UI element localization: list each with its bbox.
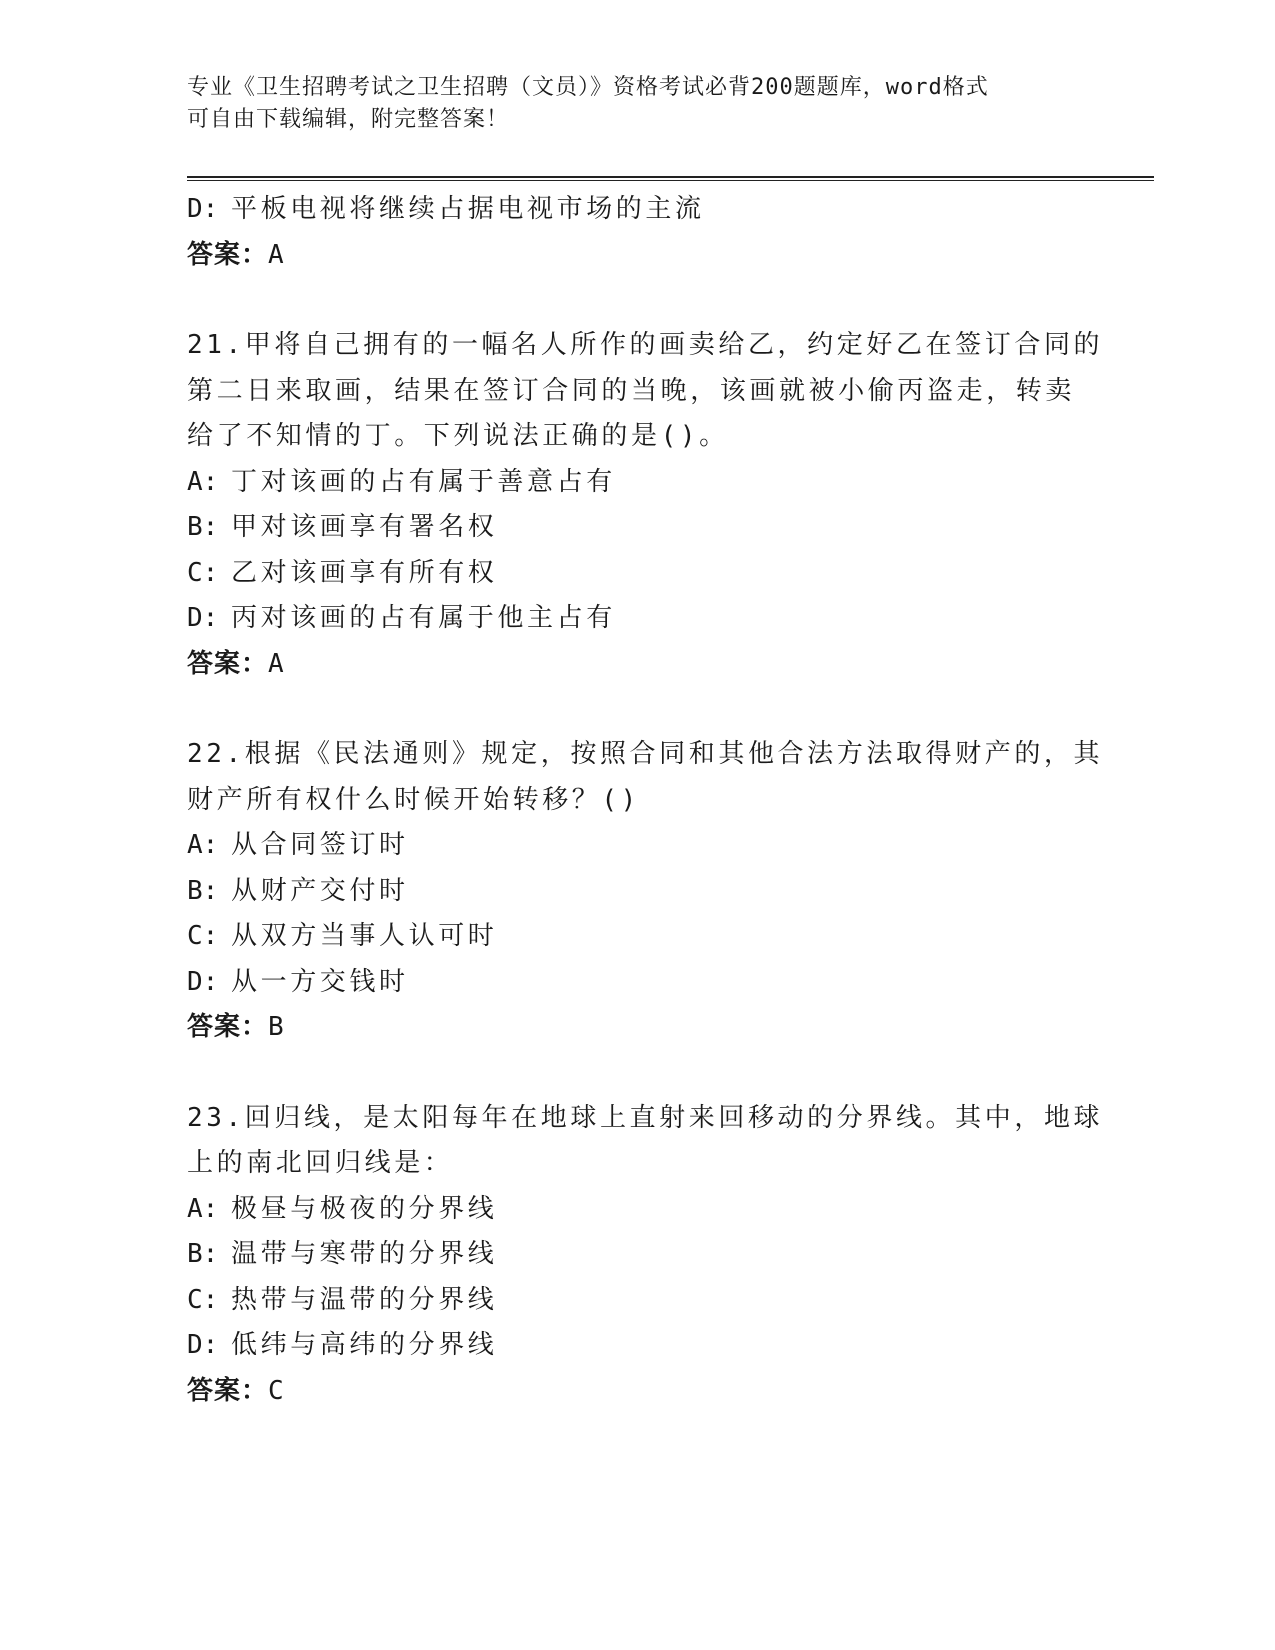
question-stem xyxy=(187,1096,1104,1187)
option-letter: B: xyxy=(187,1239,219,1269)
stem-line: 上的南北回归线是： xyxy=(187,1148,454,1178)
option-letter: B: xyxy=(187,875,219,906)
option-letter: D: xyxy=(187,1330,219,1360)
stem-line: 23.回归线，是太阳每年在地球上直射来回移动的分界线。其中，地球 xyxy=(187,1102,1104,1133)
option-a xyxy=(187,1187,1087,1233)
option-text: 从合同签订时 xyxy=(231,830,409,860)
option-c xyxy=(187,551,1087,597)
option-text: 乙对该画享有所有权 xyxy=(231,557,498,588)
option-c xyxy=(187,914,1087,960)
option-text: 丙对该画的占有属于他主占有 xyxy=(231,603,616,633)
header-line-1: 专业《卫生招聘考试之卫生招聘（文员）》资格考试必背200题题库，word格式 xyxy=(187,75,989,100)
stem-line: 财产所有权什么时候开始转移？() xyxy=(187,784,640,815)
stem-line: 21.甲将自己拥有的一幅名人所作的画卖给乙，约定好乙在签订合同的 xyxy=(187,330,1104,360)
option-text: 低纬与高纬的分界线 xyxy=(231,1330,498,1360)
option-text: 从一方交钱时 xyxy=(231,966,409,997)
option-c xyxy=(187,1278,1087,1324)
answer-label: 答案： xyxy=(187,1012,269,1042)
option-text: 极昼与极夜的分界线 xyxy=(231,1193,498,1224)
option-d xyxy=(187,1323,1087,1369)
answer-value: A xyxy=(268,648,285,679)
answer-label: 答案： xyxy=(187,1375,269,1406)
option-text: 甲对该画享有署名权 xyxy=(231,512,498,542)
stem-line: 给了不知情的丁。下列说法正确的是()。 xyxy=(187,421,729,451)
option-text: 丁对该画的占有属于善意占有 xyxy=(231,466,616,497)
option-text: 热带与温带的分界线 xyxy=(231,1284,498,1315)
answer-value: B xyxy=(268,1012,285,1042)
option-d xyxy=(187,187,1087,233)
option-d xyxy=(187,596,1087,642)
option-b xyxy=(187,869,1087,915)
option-letter: B: xyxy=(187,512,219,542)
option-letter: A: xyxy=(187,830,219,860)
question-23 xyxy=(187,1096,1104,1415)
answer-value: A xyxy=(268,239,285,270)
option-text: 平板电视将继续占据电视市场的主流 xyxy=(231,194,705,224)
option-a xyxy=(187,823,1087,869)
header-line-2: 可自由下载编辑，附完整答案！ xyxy=(187,107,510,132)
option-a xyxy=(187,460,1087,506)
answer-label: 答案： xyxy=(187,239,269,270)
option-letter: C: xyxy=(187,921,219,951)
header-divider xyxy=(187,176,1154,181)
question-21 xyxy=(187,323,1104,687)
option-letter: A: xyxy=(187,466,219,497)
option-b xyxy=(187,1232,1087,1278)
answer-label: 答案： xyxy=(187,648,269,679)
document-body xyxy=(187,187,1104,1414)
option-d xyxy=(187,960,1087,1006)
option-text: 温带与寒带的分界线 xyxy=(231,1239,498,1269)
option-letter: A: xyxy=(187,1193,219,1224)
option-letter: C: xyxy=(187,1284,219,1315)
option-letter: C: xyxy=(187,557,219,588)
option-b xyxy=(187,505,1087,551)
question-stem xyxy=(187,732,1104,823)
option-letter: D: xyxy=(187,194,219,224)
option-letter: D: xyxy=(187,966,219,997)
option-text: 从财产交付时 xyxy=(231,875,409,906)
stem-line: 22.根据《民法通则》规定，按照合同和其他合法方法取得财产的，其 xyxy=(187,739,1104,769)
answer-line xyxy=(187,233,1087,279)
option-text: 从双方当事人认可时 xyxy=(231,921,498,951)
document-header xyxy=(187,72,1087,136)
previous-question-tail xyxy=(187,187,1087,278)
answer-line xyxy=(187,1369,1087,1415)
answer-value: C xyxy=(268,1375,285,1406)
option-letter: D: xyxy=(187,603,219,633)
question-stem xyxy=(187,323,1104,460)
answer-line xyxy=(187,1005,1087,1051)
answer-line xyxy=(187,642,1087,688)
question-22 xyxy=(187,732,1104,1051)
stem-line: 第二日来取画，结果在签订合同的当晚，该画就被小偷丙盗走，转卖 xyxy=(187,375,1076,406)
